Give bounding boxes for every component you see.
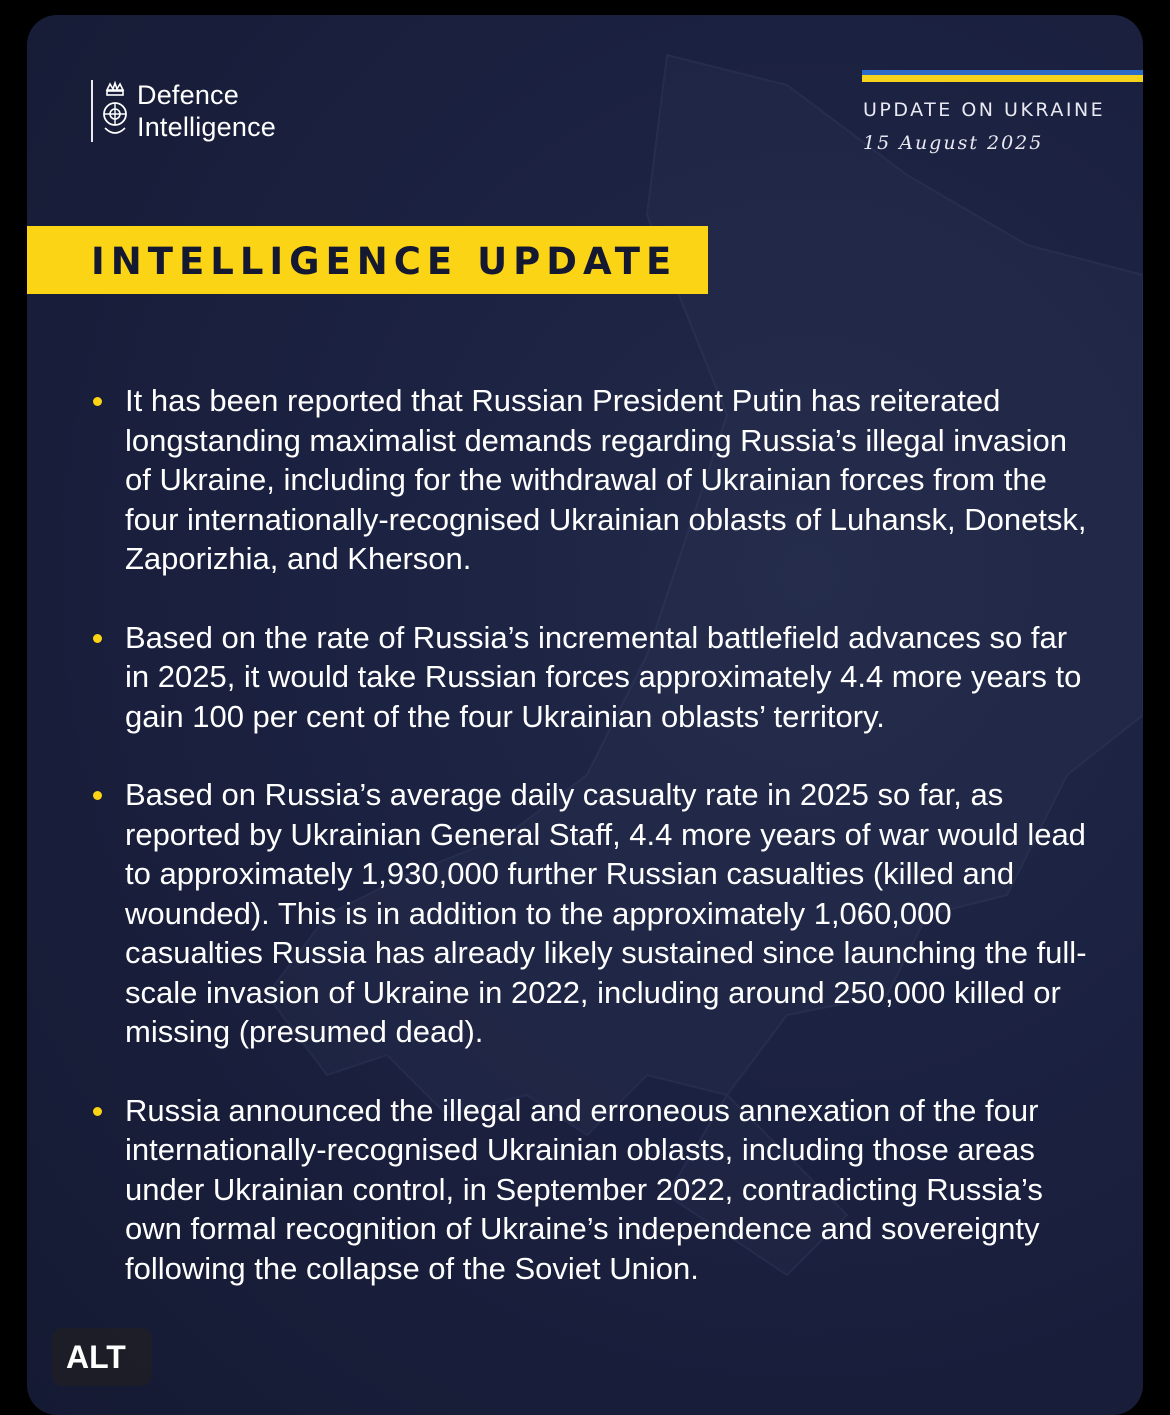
list-item <box>89 381 1089 579</box>
list-item <box>89 618 1089 737</box>
title-banner <box>27 226 708 294</box>
logo-line-2: Intelligence <box>137 112 276 142</box>
page-title: INTELLIGENCE UPDATE <box>91 240 678 283</box>
bullet-text: It has been reported that Russian President Putin has reiterated longstanding maximalist demands regarding Russia’s illegal invasion of Ukraine, including for the withdrawal of Ukrainian forces from the four internationally-recognised Ukrainian oblasts of Luhansk, Donetsk, Zaporizhia, and Kherson. <box>125 383 1087 576</box>
defence-intelligence-logo <box>91 79 276 143</box>
bullet-dot-icon <box>93 1107 102 1116</box>
list-item <box>89 1091 1089 1289</box>
alt-text-button[interactable]: ALT <box>52 1328 152 1386</box>
bullet-dot-icon <box>93 791 102 800</box>
update-label: UPDATE ON UKRAINE <box>863 99 1106 121</box>
bullet-text: Based on the rate of Russia’s incremental battlefield advances so far in 2025, it would take Russian forces approximately 4.4 more years to gain 100 per cent of the four Ukrainian oblasts’ territory. <box>125 619 1082 734</box>
bullet-text: Russia announced the illegal and erroneous annexation of the four internationally-recognised Ukrainian oblasts, including those areas under Ukrainian control, in September 2022, contradicting Russia’s own formal recognition of Ukraine’s independence and sovereignty following the collapse of the Soviet Union. <box>125 1092 1043 1286</box>
logo-divider <box>91 80 93 142</box>
list-item <box>89 775 1089 1052</box>
logo-wordmark <box>137 79 276 143</box>
bullet-list <box>89 381 1089 1327</box>
ukraine-flag-stripe <box>862 70 1143 82</box>
intelligence-update-card <box>27 15 1143 1415</box>
logo-line-1: Defence <box>137 80 239 110</box>
update-date: 15 August 2025 <box>863 132 1044 154</box>
bullet-dot-icon <box>93 397 102 406</box>
bullet-dot-icon <box>93 634 102 643</box>
bullet-text: Based on Russia’s average daily casualty rate in 2025 so far, as reported by Ukrainian General Staff, 4.4 more years of war would lead to approximately 1,930,000 further Russian casualties (killed and wounded). This is in addition to the approximately 1,060,000 casualties Russia has already likely sustained since launching the full-scale invasion of Ukraine in 2022, including around 250,000 killed or missing (presumed dead). <box>125 777 1087 1049</box>
crown-crest-icon <box>99 80 131 142</box>
